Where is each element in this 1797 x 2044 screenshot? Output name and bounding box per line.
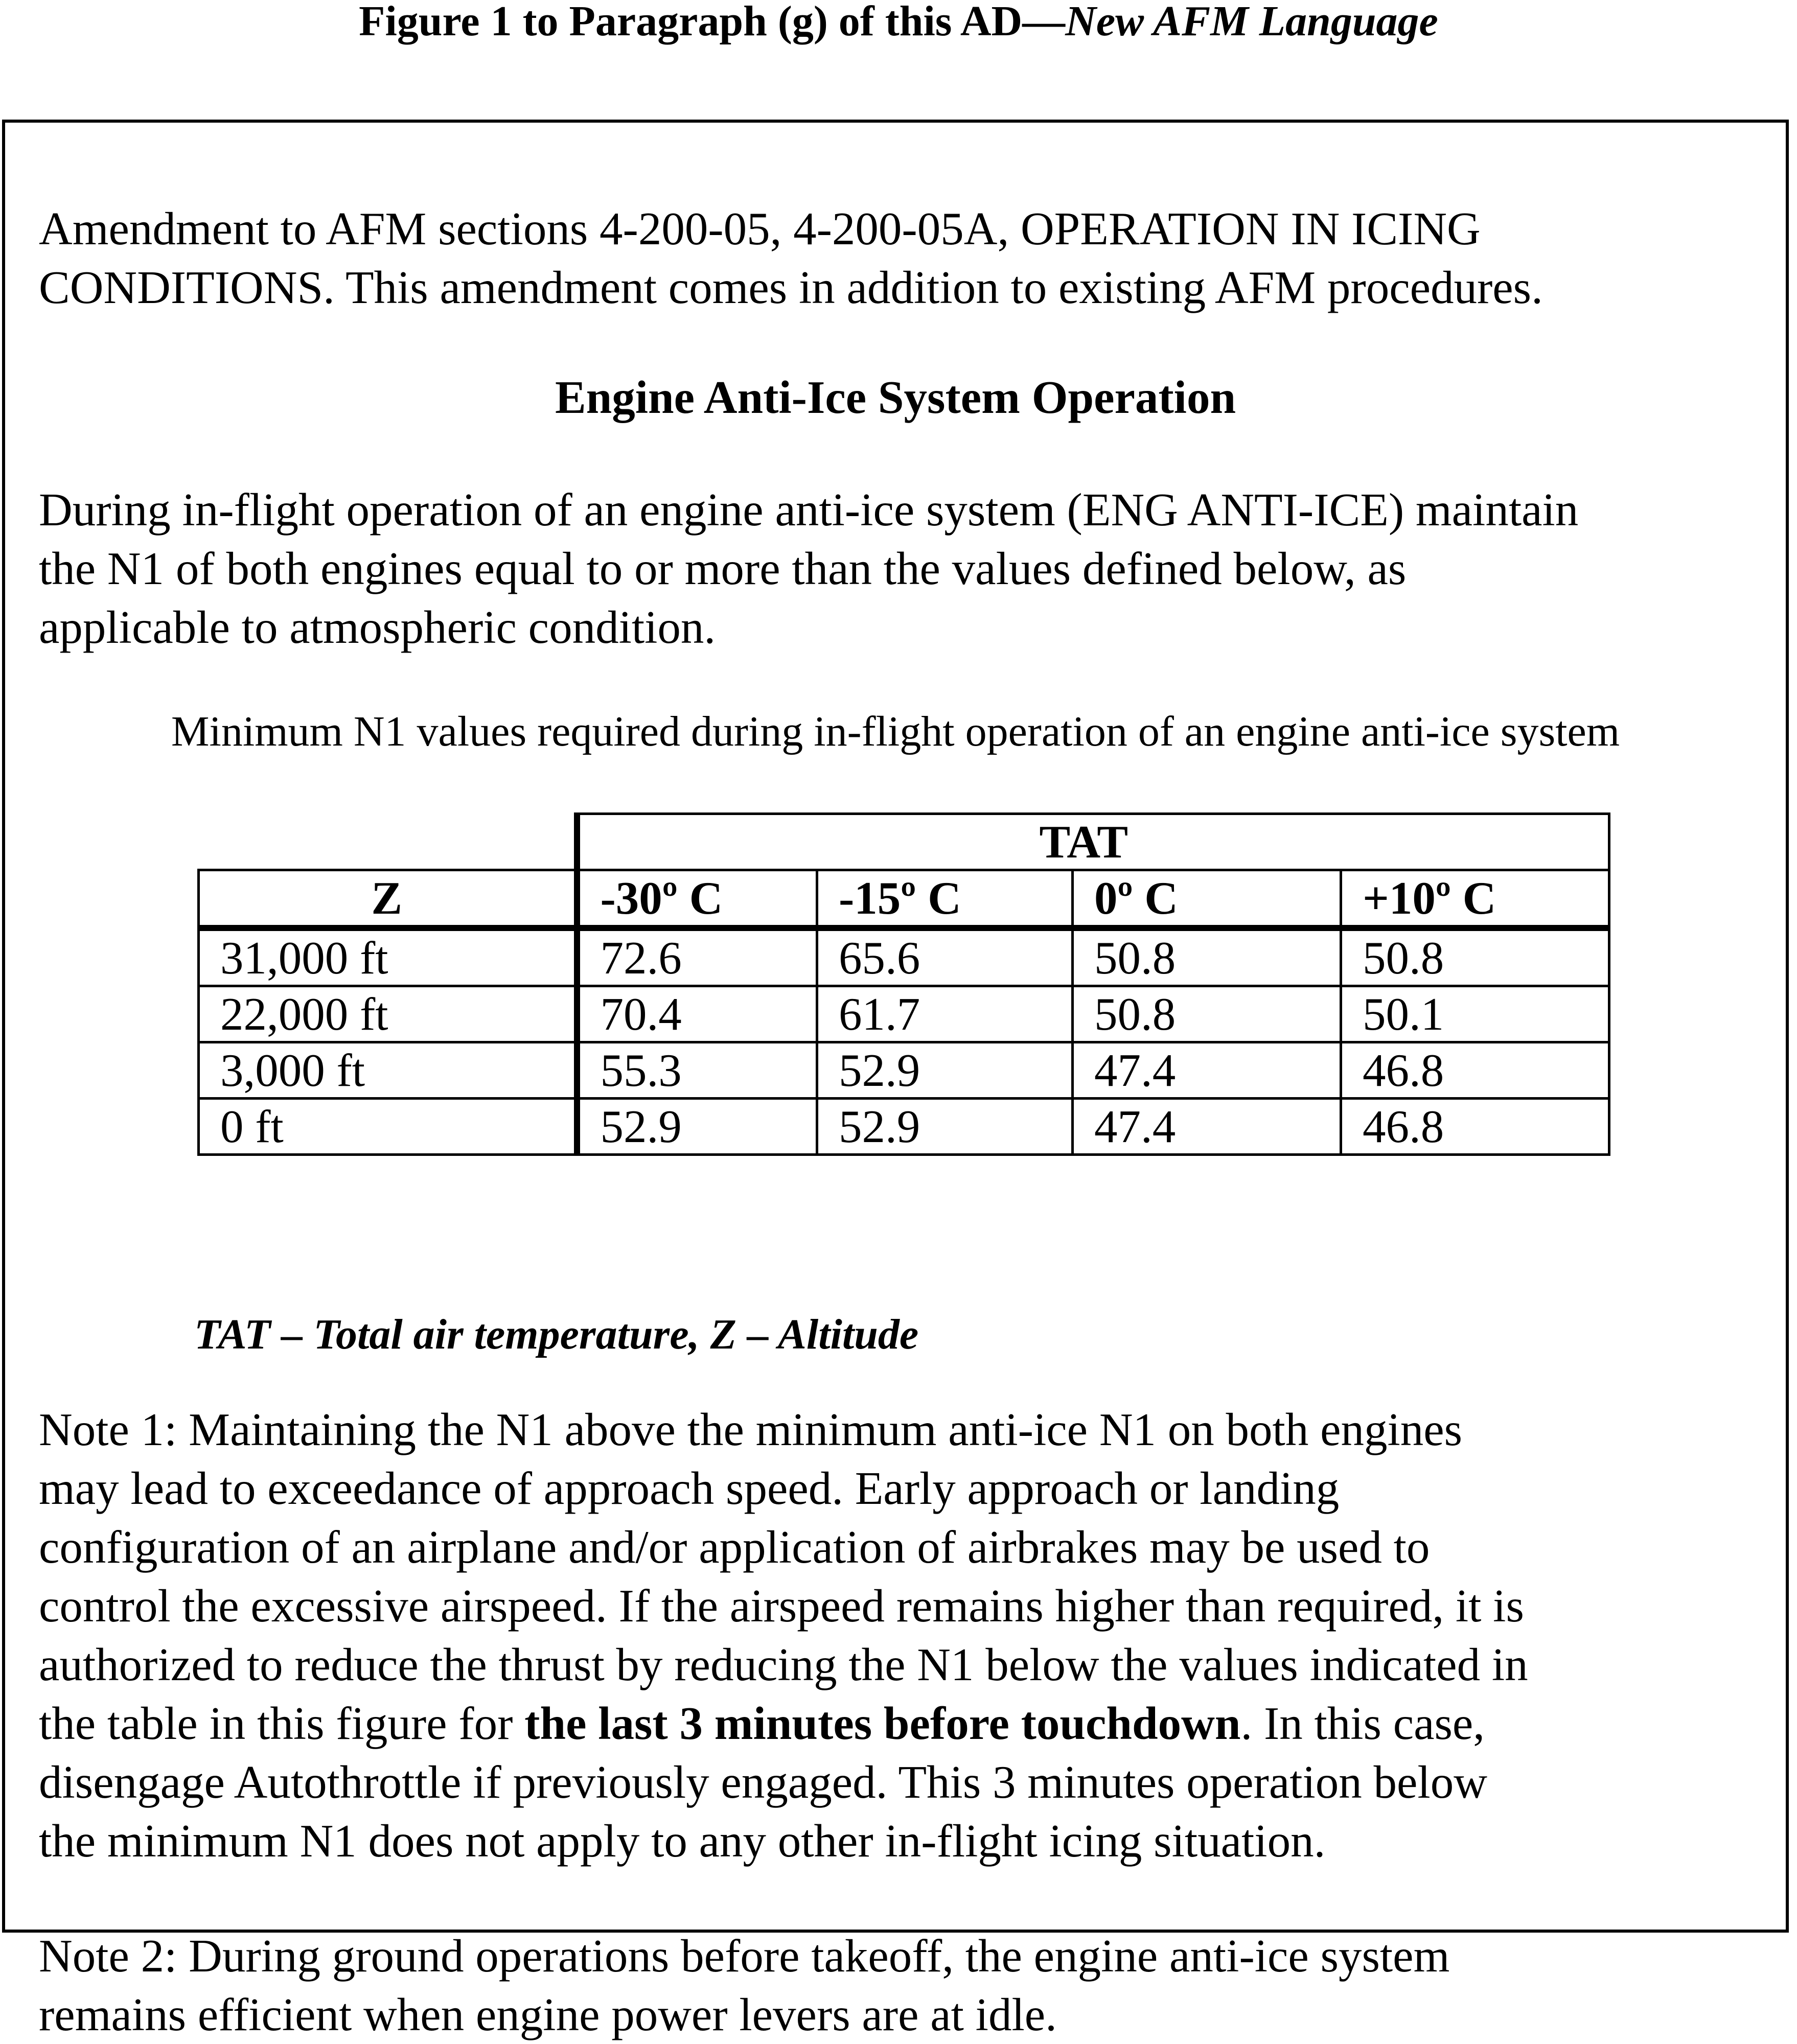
intro-line: Amendment to AFM sections 4-200-05, 4-200-05A, OPERATION IN ICING	[39, 203, 1481, 254]
operation-line: During in-flight operation of an engine anti-ice system (ENG ANTI-ICE) maintain	[39, 484, 1579, 536]
temp-column-header: -15º C	[817, 870, 1073, 928]
n1-value-cell: 52.9	[577, 1099, 817, 1155]
operation-paragraph	[39, 480, 1578, 657]
note-1-line: control the excessive airspeed. If the airspeed remains higher than required, it is	[39, 1580, 1524, 1632]
temp-column-header: +10º C	[1341, 870, 1609, 928]
operation-line: the N1 of both engines equal to or more than the values defined below, as	[39, 543, 1407, 594]
note-1-line: configuration of an airplane and/or application of airbrakes may be used to	[39, 1521, 1430, 1573]
n1-value-cell: 46.8	[1341, 1042, 1609, 1099]
table-header-row	[199, 870, 1609, 928]
n1-value-cell: 50.8	[1341, 928, 1609, 986]
tat-group-header: TAT	[577, 814, 1609, 870]
n1-value-cell: 55.3	[577, 1042, 817, 1099]
note-1-line	[39, 1694, 1528, 1753]
table-caption: Minimum N1 values required during in-flight operation of an engine anti-ice system	[171, 708, 1620, 755]
table-corner-cell	[199, 814, 577, 870]
intro-paragraph	[39, 199, 1543, 317]
note-1-text: the table in this figure for	[39, 1698, 525, 1749]
n1-value-cell: 50.8	[1073, 986, 1341, 1042]
note-1-line: the minimum N1 does not apply to any other in-flight icing situation.	[39, 1815, 1326, 1867]
figure-title-suffix: New AFM Language	[1065, 0, 1438, 45]
n1-value-cell: 52.9	[817, 1099, 1073, 1155]
note-1-line: disengage Autothrottle if previously engaged. This 3 minutes operation below	[39, 1756, 1487, 1808]
note-2-line: Note 2: During ground operations before takeoff, the engine anti-ice system	[39, 1930, 1450, 1982]
altitude-column-header: Z	[199, 870, 577, 928]
note-1	[39, 1400, 1528, 1870]
temp-column-header: -30º C	[577, 870, 817, 928]
n1-value-cell: 50.8	[1073, 928, 1341, 986]
altitude-cell: 0 ft	[199, 1099, 577, 1155]
note-1-emphasis: the last 3 minutes before touchdown	[524, 1698, 1241, 1749]
altitude-cell: 3,000 ft	[199, 1042, 577, 1099]
n1-value-cell: 70.4	[577, 986, 817, 1042]
n1-value-cell: 52.9	[817, 1042, 1073, 1099]
min-n1-table	[197, 812, 1610, 1156]
note-2-line: remains efficient when engine power levers are at idle.	[39, 1989, 1057, 2040]
table-row	[199, 986, 1609, 1042]
n1-value-cell: 50.1	[1341, 986, 1609, 1042]
amendment-box	[2, 120, 1789, 2040]
temp-column-header: 0º C	[1073, 870, 1341, 928]
n1-value-cell: 65.6	[817, 928, 1073, 986]
table-legend: TAT – Total air temperature, Z – Altitude	[194, 1311, 919, 1358]
operation-line: applicable to atmospheric condition.	[39, 601, 716, 653]
n1-value-cell: 61.7	[817, 986, 1073, 1042]
note-1-line: authorized to reduce the thrust by reducing the N1 below the values indicated in	[39, 1639, 1528, 1690]
intro-line: CONDITIONS. This amendment comes in addition to existing AFM procedures.	[39, 262, 1543, 313]
note-1-text: . In this case,	[1240, 1698, 1485, 1749]
note-1-line: Note 1: Maintaining the N1 above the minimum anti-ice N1 on both engines	[39, 1404, 1463, 1455]
n1-value-cell: 47.4	[1073, 1099, 1341, 1155]
figure-title	[0, 0, 1797, 43]
table-row	[199, 928, 1609, 986]
table-row	[199, 1042, 1609, 1099]
section-heading: Engine Anti-Ice System Operation	[555, 371, 1236, 423]
n1-value-cell: 47.4	[1073, 1042, 1341, 1099]
note-2	[39, 1926, 1449, 2044]
figure-title-prefix: Figure 1 to Paragraph (g) of this AD—	[359, 0, 1066, 45]
table-group-header-row	[199, 814, 1609, 870]
table-row	[199, 1099, 1609, 1155]
note-1-line: may lead to exceedance of approach speed. Early approach or landing	[39, 1462, 1340, 1514]
n1-value-cell: 72.6	[577, 928, 817, 986]
n1-value-cell: 46.8	[1341, 1099, 1609, 1155]
altitude-cell: 22,000 ft	[199, 986, 577, 1042]
altitude-cell: 31,000 ft	[199, 928, 577, 986]
